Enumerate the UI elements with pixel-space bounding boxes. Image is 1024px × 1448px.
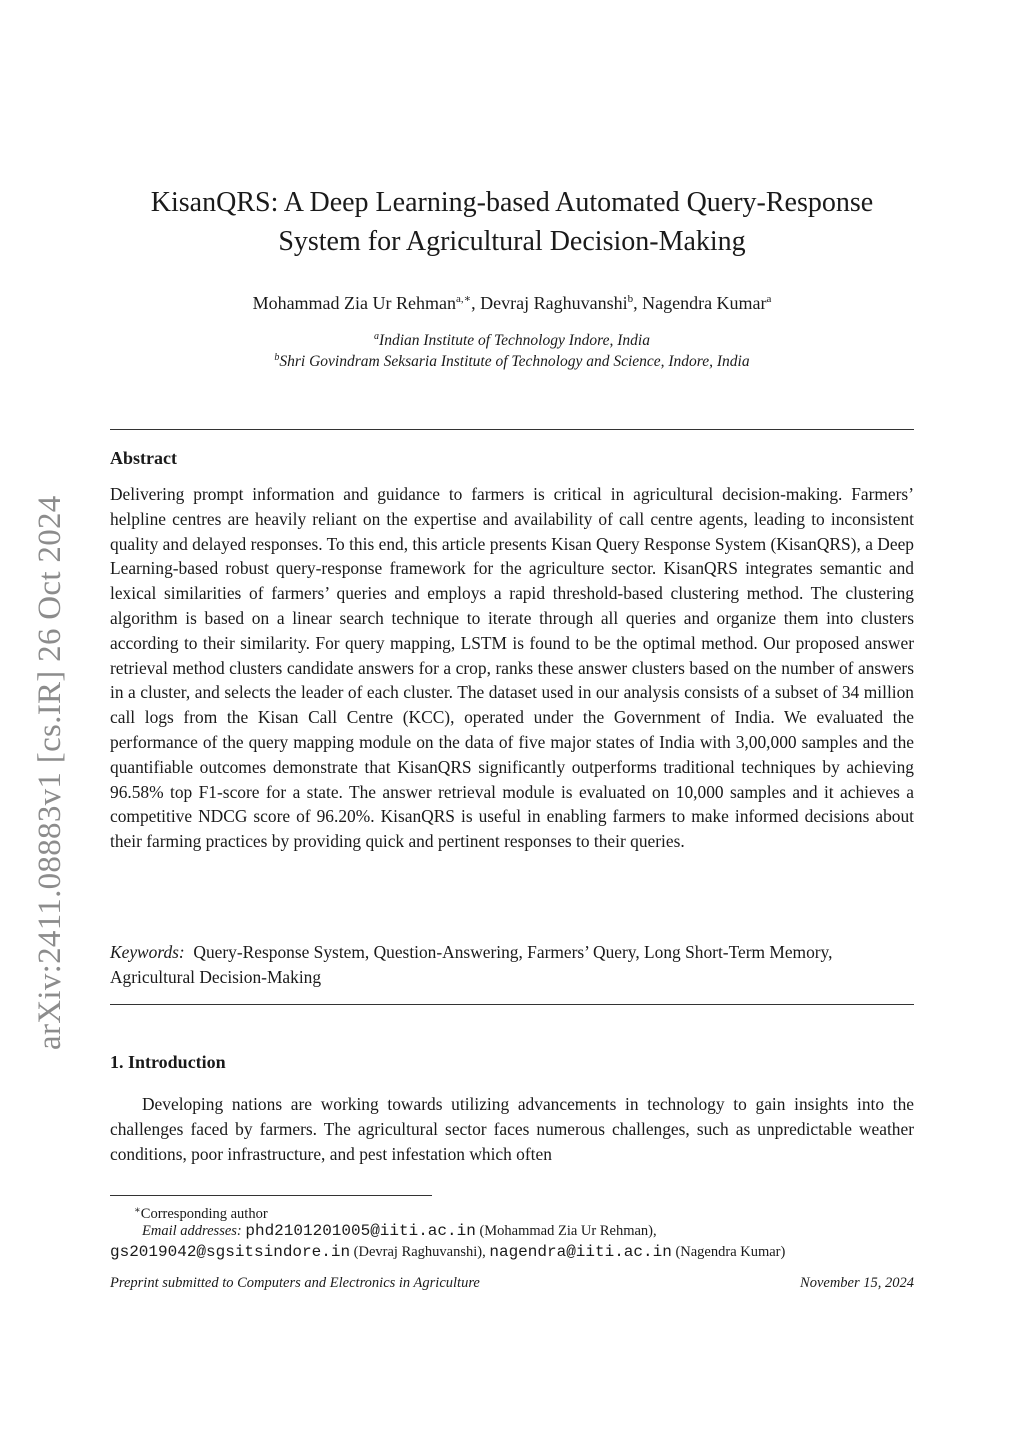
keywords-label: Keywords: [110,942,185,962]
author-affiliation-mark: a [766,293,772,305]
footnote-corresponding-text: Corresponding author [140,1206,268,1222]
abstract-top-rule [110,429,914,430]
author-name: Mohammad Zia Ur Rehman [252,293,457,313]
email-label: Email addresses: [142,1223,242,1239]
affiliation-text: Shri Govindram Seksaria Institute of Technology and Science, Indore, India [279,353,750,370]
author-name: Nagendra Kumar [642,293,767,313]
footer-date: November 15, 2024 [800,1275,914,1291]
email-owner: (Nagendra Kumar) [675,1244,786,1260]
author-separator: , [633,293,643,313]
keywords [110,940,914,990]
affiliation-b [0,347,1024,373]
author-name: Devraj Raghuvanshi [480,293,628,313]
author-affiliation-mark: b [627,293,634,305]
section-heading-introduction: 1. Introduction [110,1052,226,1072]
email-link[interactable]: phd2101201005@iiti.ac.in [245,1222,476,1240]
affiliation-mark: b [274,352,280,363]
footnote-rule [110,1195,432,1196]
footer-journal: Preprint submitted to Computers and Electronics in Agriculture [110,1275,480,1291]
footnote-emails-line-2 [110,1242,914,1263]
introduction-paragraph: Developing nations are working towards utilizing advancements in technology to gain insights into the challenges faced by farmers. The agricultural sector faces numerous challenges, such as unpredictable weather conditions, poor infrastructure, and pest infestation which often [110,1094,914,1164]
footnote-emails-line-1 [110,1221,914,1242]
email-link[interactable]: gs2019042@sgsitsindore.in [110,1243,351,1261]
author-affiliation-mark: a,∗ [456,293,472,305]
author-separator: , [471,293,481,313]
email-link[interactable]: nagendra@iiti.ac.in [489,1243,672,1261]
footnote-mark: ∗ [134,1205,141,1216]
title-line-1: KisanQRS: A Deep Learning-based Automated Query-Response [150,187,874,218]
paper-title [0,183,1024,261]
abstract-body: Delivering prompt information and guidance to farmers is critical in agricultural decision-making. Farmers’ helpline centres are heavily reliant on the expertise and availability of call centre agents, leading to inconsistent quality and delayed responses. To this end, this article presents Kisan Query Response System (KisanQRS), a Deep Learning-based robust query-response framework for the agriculture sector. KisanQRS integrates semantic and lexical similarities of farmers’ queries and employs a rapid threshold-based clustering method. The clustering algorithm is based on a linear search technique to iterate through all queries and organize them into clusters according to their similarity. For query mapping, LSTM is found to be the optimal method. Our proposed answer retrieval method clusters candidate answers for a crop, ranks these answer clusters based on the number of answers in a cluster, and selects the leader of each cluster. The dataset used in our analysis consists of a subset of 34 million call logs from the Kisan Call Centre (KCC), operated under the Government of India. We evaluated the performance of the query mapping module on the data of five major states of India with 3,00,000 samples and the quantifiable outcomes demonstrate that KisanQRS significantly outperforms traditional techniques by achieving 96.58% top F1-score for a state. The answer retrieval module is evaluated on 10,000 samples and it achieves a competitive NDCG score of 96.20%. KisanQRS is useful in enabling farmers to make informed decisions about their farming practices by providing quick and pertinent responses to their queries. [110,484,914,852]
page-footer [110,1273,914,1293]
affiliation-text: Indian Institute of Technology Indore, India [379,332,650,349]
title-line-2: System for Agricultural Decision-Making [278,226,746,257]
keywords-text: Query-Response System, Question-Answering, Farmers’ Query, Long Short-Term Memory, Agricultural Decision-Making [110,942,833,987]
author-list [0,286,1024,316]
email-owner: (Devraj Raghuvanshi), [353,1244,486,1260]
affiliation-mark: a [374,331,380,342]
abstract-heading: Abstract [110,448,177,468]
email-owner: (Mohammad Zia Ur Rehman), [479,1223,657,1239]
abstract-bottom-rule [110,1004,914,1005]
arxiv-identifier-stamp: arXiv:2411.08883v1 [cs.IR] 26 Oct 2024 [32,495,68,1050]
